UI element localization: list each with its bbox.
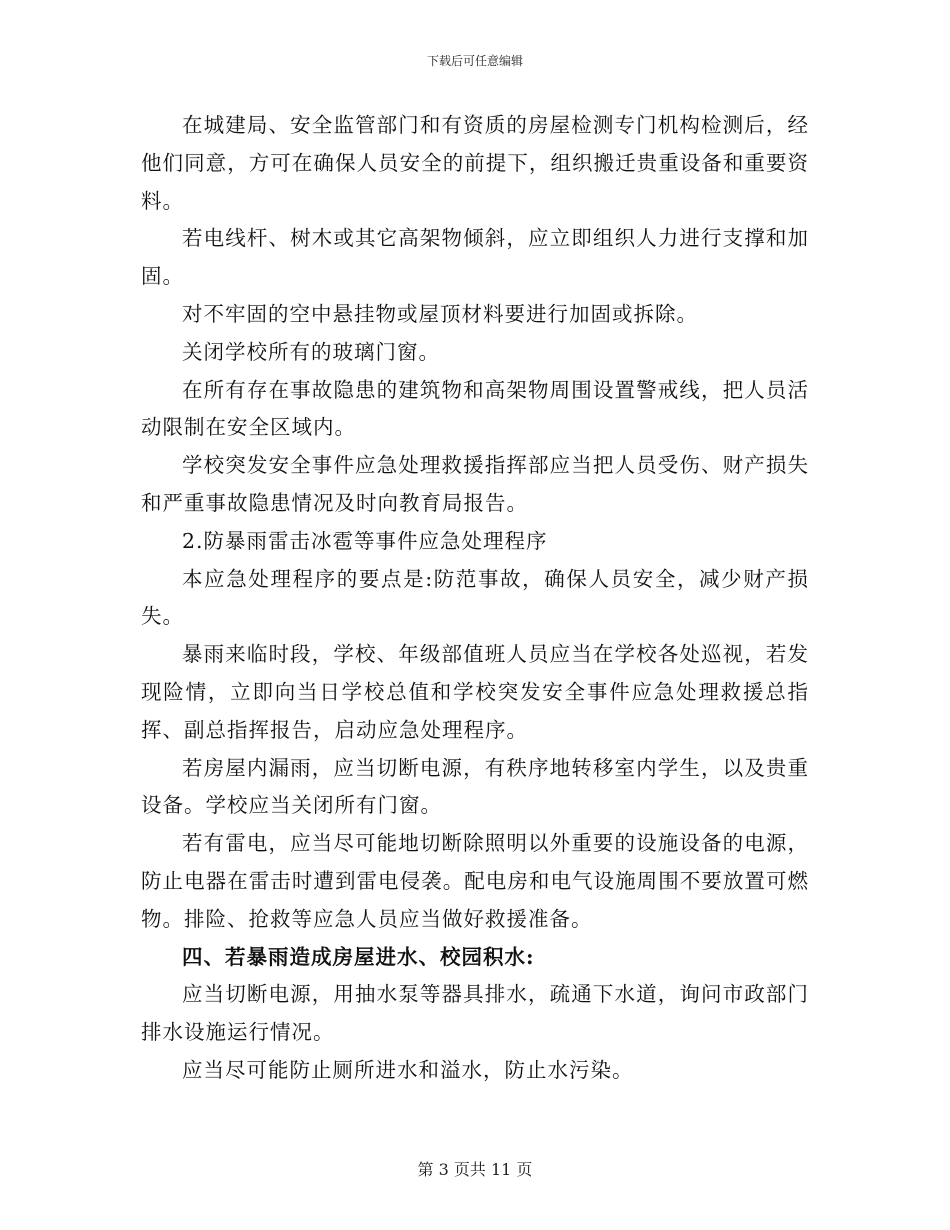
page-header: 下载后可任意编辑	[426, 54, 523, 68]
paragraph: 应当尽可能防止厕所进水和溢水，防止水污染。	[182, 1057, 634, 1082]
section-heading: 2.防暴雨雷击冰雹等事件应急处理程序	[182, 528, 548, 553]
paragraph: 在所有存在事故隐患的建筑物和高架物周围设置警戒线，把人员活动限制在安全区域内。	[141, 377, 809, 440]
paragraph: 若电线杆、树木或其它高架物倾斜，应立即组织人力进行支撑和加固。	[141, 226, 809, 289]
paragraph: 本应急处理程序的要点是:防范事故，确保人员安全，减少财产损失。	[141, 566, 809, 629]
paragraph: 在城建局、安全监管部门和有资质的房屋检测专门机构检测后，经他们同意，方可在确保人员安全的前提下，组织搬迁贵重设备和重要资料。	[141, 113, 809, 213]
paragraph: 应当切断电源，用抽水泵等器具排水，疏通下水道，询问市政部门排水设施运行情况。	[141, 982, 809, 1045]
paragraph: 学校突发安全事件应急处理救援指挥部应当把人员受伤、财产损失和严重事故隐患情况及时向教育局报告。	[141, 453, 809, 515]
paragraph: 若有雷电，应当尽可能地切断除照明以外重要的设施设备的电源，防止电器在雷击时遭到雷电侵袭。配电房和电气设施周围不要放置可燃物。排险、抢救等应急人员应当做好救援准备。	[141, 831, 809, 931]
paragraph: 若房屋内漏雨，应当切断电源，有秩序地转移室内学生，以及贵重设备。学校应当关闭所有门窗。	[141, 755, 809, 818]
paragraph: 暴雨来临时段，学校、年级部值班人员应当在学校各处巡视，若发现险情，立即向当日学校总值和学校突发安全事件应急处理救援总指挥、副总指挥报告，启动应急处理程序。	[141, 642, 809, 742]
section-heading-bold: 四、若暴雨造成房屋进水、校园积水:	[182, 944, 535, 969]
paragraph: 关闭学校所有的玻璃门窗。	[182, 339, 440, 364]
page-footer: 第 3 页共 11 页	[417, 1160, 533, 1179]
paragraph: 对不牢固的空中悬挂物或屋顶材料要进行加固或拆除。	[182, 301, 698, 326]
page-body	[141, 107, 809, 1090]
